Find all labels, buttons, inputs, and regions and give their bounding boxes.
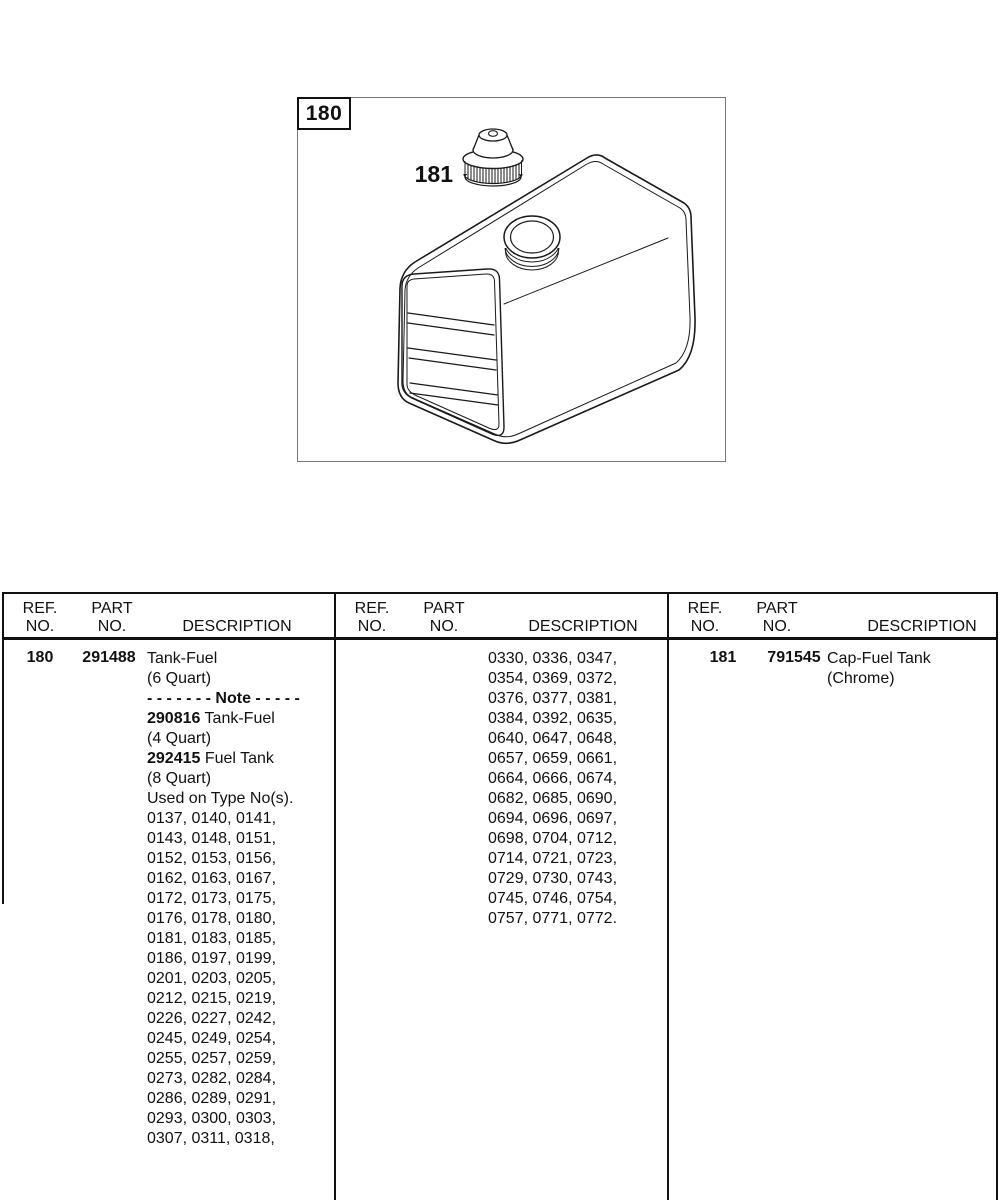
part-number: 291488 (82, 649, 136, 666)
description-cell (827, 649, 1000, 689)
fuel-tank-drawing (298, 98, 727, 463)
description-line: 0293, 0300, 0303, (147, 1110, 277, 1127)
description-line: Cap-Fuel Tank (827, 650, 931, 667)
description-line: 0273, 0282, 0284, (147, 1070, 277, 1087)
table-column-3 (667, 592, 996, 1200)
description-line: - - - - - - - Note - - - - - (147, 690, 300, 707)
description-line: 0330, 0336, 0347, (488, 650, 618, 667)
description-line: 0245, 0249, 0254, (147, 1030, 277, 1047)
description-line: 0152, 0153, 0156, (147, 850, 277, 867)
column-header-ref: REF. NO. (354, 600, 390, 635)
description-line: 0640, 0647, 0648, (488, 730, 618, 747)
ref-number: 180 (26, 649, 54, 666)
description-line: (8 Quart) (147, 770, 212, 787)
description-line: Used on Type No(s). (147, 790, 294, 807)
description-line: 0162, 0163, 0167, (147, 870, 277, 887)
column-header-ref: REF. NO. (22, 600, 58, 635)
description-line: 0376, 0377, 0381, (488, 690, 618, 707)
column-header-part: PART NO. (756, 600, 798, 635)
filler-neck (504, 216, 560, 270)
description-line: 0757, 0771, 0772. (488, 910, 618, 927)
description-line: 0698, 0704, 0712, (488, 830, 618, 847)
description-line: 0255, 0257, 0259, (147, 1050, 277, 1067)
description-line: 0186, 0197, 0199, (147, 950, 277, 967)
tank-seam-line (504, 238, 668, 304)
diagram-frame (297, 97, 726, 462)
description-line: 0729, 0730, 0743, (488, 870, 618, 887)
description-line: (Chrome) (827, 670, 895, 687)
description-line: 0307, 0311, 0318, (147, 1130, 275, 1147)
parts-table (2, 592, 998, 1200)
description-cell (488, 649, 674, 929)
description-line: 0682, 0685, 0690, (488, 790, 618, 807)
description-line: 0181, 0183, 0185, (147, 930, 277, 947)
frame-label: 180 (305, 101, 343, 125)
diagram-ref-box (297, 97, 351, 130)
table-column-2 (334, 592, 666, 1200)
neck-inner-ring (511, 221, 554, 253)
description-line: 0664, 0666, 0674, (488, 770, 618, 787)
description-line: 290816 Tank-Fuel (147, 710, 275, 727)
tank-outline (398, 155, 695, 443)
description-line: (4 Quart) (147, 730, 212, 747)
description-line: 0286, 0289, 0291, (147, 1090, 277, 1107)
description-cell (147, 649, 333, 1149)
tank-strap-lines (408, 313, 498, 405)
description-line: 0354, 0369, 0372, (488, 670, 618, 687)
column-header-ref: REF. NO. (687, 600, 723, 635)
description-line: 0212, 0215, 0219, (147, 990, 277, 1007)
description-line: 0226, 0227, 0242, (147, 1010, 277, 1027)
description-line: 0143, 0148, 0151, (147, 830, 277, 847)
description-line: 0745, 0746, 0754, (488, 890, 618, 907)
column-header-description: DESCRIPTION (528, 618, 638, 635)
tank-end-face (402, 269, 504, 436)
description-line: 0714, 0721, 0723, (488, 850, 618, 867)
column-header-description: DESCRIPTION (867, 618, 977, 635)
description-line: 0176, 0178, 0180, (147, 910, 277, 927)
description-line: 0657, 0659, 0661, (488, 750, 618, 767)
description-line: 0137, 0140, 0141, (147, 810, 277, 827)
table-column-1 (2, 592, 334, 1200)
description-line: Tank-Fuel (147, 650, 218, 667)
description-line: 292415 Fuel Tank (147, 750, 274, 767)
column-header-part: PART NO. (423, 600, 465, 635)
tank-outline-inner (403, 162, 690, 437)
column-header-part: PART NO. (91, 600, 133, 635)
cap-label: 181 (414, 161, 453, 187)
description-line: (6 Quart) (147, 670, 212, 687)
column-header-description: DESCRIPTION (182, 618, 292, 635)
part-number: 791545 (767, 649, 821, 666)
description-line: 0172, 0173, 0175, (147, 890, 277, 907)
neck-outer-ring (504, 216, 560, 258)
description-line: 0694, 0696, 0697, (488, 810, 618, 827)
fuel-tank-body (398, 155, 695, 443)
description-line: 0384, 0392, 0635, (488, 710, 618, 727)
tank-end-face-inner (407, 274, 499, 430)
description-line: 0201, 0203, 0205, (147, 970, 277, 987)
ref-number: 181 (709, 649, 737, 666)
fuel-cap-drawing (463, 129, 523, 186)
